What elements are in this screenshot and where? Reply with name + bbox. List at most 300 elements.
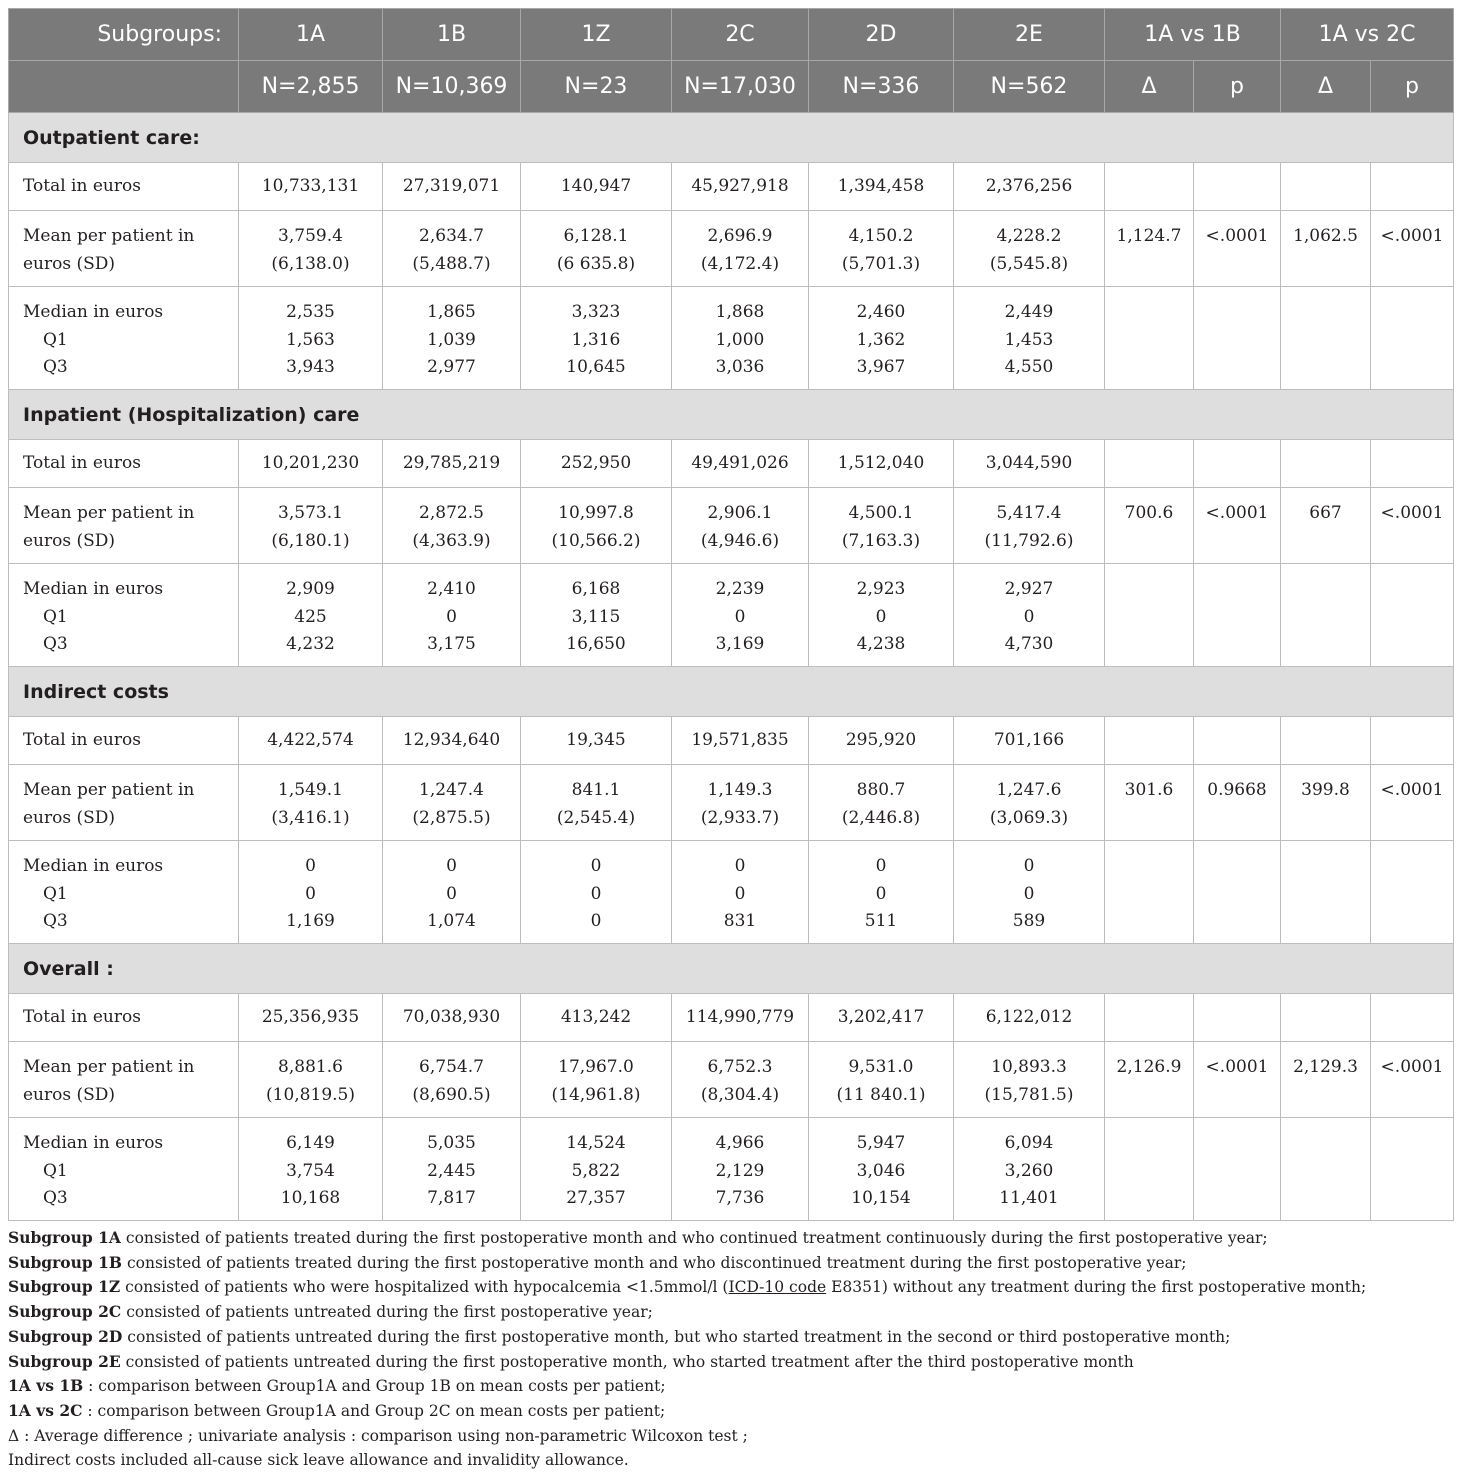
label-total-text: Total in euros	[23, 452, 141, 473]
p-value-cell	[1194, 211, 1281, 287]
median-value: 0	[734, 856, 746, 876]
delta-value: 2,129.3	[1293, 1057, 1358, 1077]
mean-value: 5,417.4	[996, 503, 1062, 523]
mean-value-cell	[521, 765, 672, 841]
table-row-mean	[9, 1042, 1454, 1118]
sd-value: (7,163.3)	[841, 530, 921, 551]
delta-value-cell	[1105, 765, 1194, 841]
p-value: <.0001	[1380, 226, 1444, 246]
q3-value: 10,168	[280, 1188, 341, 1208]
header-empty-cell	[9, 61, 239, 113]
empty-cell	[1371, 841, 1454, 944]
q1-value: 1,039	[427, 329, 476, 350]
label-mean-line2: euros (SD)	[23, 253, 116, 274]
total-value-cell	[672, 994, 809, 1042]
total-value: 413,242	[560, 1006, 632, 1027]
footnote-term: Subgroup 2E	[8, 1351, 121, 1371]
q1-value: 5,822	[571, 1160, 621, 1181]
q3-value: 27,357	[566, 1188, 626, 1208]
table-row-total	[9, 163, 1454, 211]
q1-value: 3,115	[571, 606, 621, 627]
sd-value: (8,690.5)	[412, 1084, 491, 1105]
median-value-cell	[672, 841, 809, 944]
mean-value: 17,967.0	[558, 1057, 634, 1077]
footnote-line	[8, 1251, 1453, 1276]
q1-value: 0	[1023, 883, 1035, 904]
total-value: 295,920	[845, 729, 917, 750]
delta-value: 301.6	[1124, 780, 1174, 800]
label-median: Median in euros	[23, 1133, 164, 1153]
q3-value: 7,817	[427, 1188, 476, 1208]
q3-value: 3,169	[715, 634, 765, 654]
median-value-cell	[809, 287, 954, 390]
section-header-row	[9, 944, 1454, 994]
sd-value: (11,792.6)	[984, 530, 1074, 551]
delta-value-cell	[1105, 1042, 1194, 1118]
mean-value-cell	[954, 765, 1105, 841]
mean-value-cell	[521, 488, 672, 564]
mean-value: 841.1	[571, 780, 621, 800]
mean-value-cell	[239, 1042, 383, 1118]
mean-value: 8,881.6	[278, 1057, 343, 1077]
sd-value: (6,180.1)	[271, 530, 350, 551]
q1-value: 0	[875, 606, 887, 627]
total-value-cell	[672, 717, 809, 765]
median-value-cell	[954, 287, 1105, 390]
q3-value: 0	[590, 911, 602, 931]
median-value-cell	[383, 287, 521, 390]
mean-value: 3,573.1	[278, 503, 343, 523]
q3-value: 10,645	[566, 357, 626, 377]
mean-value-cell	[809, 765, 954, 841]
footnote-term: Subgroup 1B	[8, 1252, 123, 1272]
median-value: 6,149	[286, 1133, 335, 1153]
empty-cell	[1194, 440, 1281, 488]
p-header-1b: p	[1194, 61, 1281, 113]
label-total-text: Total in euros	[23, 1006, 141, 1027]
total-value: 29,785,219	[402, 452, 501, 473]
median-value-cell	[954, 841, 1105, 944]
section-header-row	[9, 667, 1454, 717]
footnote-line	[8, 1350, 1453, 1375]
median-value-cell	[383, 841, 521, 944]
footnotes	[8, 1226, 1453, 1473]
total-value: 4,422,574	[267, 729, 354, 750]
mean-value-cell	[383, 211, 521, 287]
empty-cell	[1371, 440, 1454, 488]
mean-value: 880.7	[856, 780, 906, 800]
q1-value: 2,445	[427, 1160, 476, 1181]
label-mean-line2: euros (SD)	[23, 807, 116, 828]
comparison-1a-vs-1b: 1A vs 1B	[1105, 9, 1281, 61]
mean-value-cell	[954, 211, 1105, 287]
empty-cell	[1281, 994, 1371, 1042]
mean-value-cell	[521, 1042, 672, 1118]
empty-cell	[1281, 841, 1371, 944]
q1-value: 0	[305, 883, 316, 904]
table-row-total	[9, 717, 1454, 765]
q3-value: 4,238	[856, 634, 906, 654]
mean-value: 2,696.9	[707, 226, 773, 246]
mean-value: 2,906.1	[707, 503, 773, 523]
total-value-cell	[954, 163, 1105, 211]
median-value-cell	[954, 564, 1105, 667]
total-value: 19,345	[566, 729, 626, 750]
median-value-cell	[239, 564, 383, 667]
p-value-cell	[1371, 211, 1454, 287]
table-row-mean	[9, 488, 1454, 564]
median-value-cell	[809, 564, 954, 667]
empty-cell	[1371, 564, 1454, 667]
delta-value: 1,124.7	[1116, 226, 1182, 246]
mean-value: 4,500.1	[848, 503, 914, 523]
footnote-text: consisted of patients untreated during the first postoperative month, but who started treatment in the second or third postoperative month;	[122, 1327, 1231, 1346]
median-value: 2,460	[856, 302, 906, 322]
q3-value: 3,967	[856, 357, 906, 377]
total-value: 6,122,012	[985, 1006, 1073, 1027]
empty-cell	[1194, 1118, 1281, 1221]
median-value: 2,923	[856, 579, 906, 599]
total-value-cell	[239, 994, 383, 1042]
q3-value: 3,175	[427, 634, 476, 654]
mean-value-cell	[239, 488, 383, 564]
section-title: Inpatient (Hospitalization) care	[9, 390, 1454, 440]
footnote-term: Subgroup 2C	[8, 1302, 122, 1322]
empty-cell	[1281, 1118, 1371, 1221]
delta-value: 2,126.9	[1116, 1057, 1182, 1077]
empty-cell	[1105, 564, 1194, 667]
footnote-text: consisted of patients untreated during the first postoperative month, who started treatment after the third postoperative month	[120, 1352, 1134, 1371]
delta-value-cell	[1105, 211, 1194, 287]
section-header-row	[9, 113, 1454, 163]
footnote-text: consisted of patients treated during the first postoperative month and who continued treatment continuously during the first postoperative year;	[120, 1229, 1268, 1247]
label-mean-line2: euros (SD)	[23, 1084, 116, 1105]
sd-value: (2,875.5)	[412, 807, 491, 828]
mean-value-cell	[672, 211, 809, 287]
total-value-cell	[521, 163, 672, 211]
comparison-1a-vs-2c: 1A vs 2C	[1281, 9, 1454, 61]
total-value: 2,376,256	[985, 175, 1073, 196]
delta-header-2c: Δ	[1281, 61, 1371, 113]
mean-value: 6,752.3	[707, 1057, 773, 1077]
mean-value-cell	[809, 488, 954, 564]
empty-cell	[1281, 717, 1371, 765]
delta-value-cell	[1281, 488, 1371, 564]
q1-value: 1,563	[286, 329, 335, 350]
total-value: 3,202,417	[837, 1006, 925, 1027]
mean-value: 2,634.7	[419, 226, 484, 246]
total-value-cell	[809, 717, 954, 765]
empty-cell	[1194, 163, 1281, 211]
row-label-total	[9, 717, 239, 765]
median-value: 2,449	[1004, 302, 1054, 322]
mean-value: 1,247.6	[996, 780, 1062, 800]
q1-value: 3,754	[286, 1160, 335, 1181]
total-value: 252,950	[560, 452, 632, 473]
median-value: 3,323	[571, 302, 621, 322]
empty-cell	[1371, 1118, 1454, 1221]
total-value: 140,947	[560, 175, 632, 196]
q3-value: 3,036	[715, 357, 765, 377]
sd-value: (6 635.8)	[556, 253, 636, 274]
empty-cell	[1105, 717, 1194, 765]
sd-value: (4,946.6)	[700, 530, 780, 551]
delta-header-1b: Δ	[1105, 61, 1194, 113]
mean-value-cell	[672, 765, 809, 841]
group-name-2e: 2E	[954, 9, 1105, 61]
section-title: Outpatient care:	[9, 113, 1454, 163]
q3-value: 4,550	[1004, 357, 1054, 377]
footnote-text: consisted of patients untreated during the first postoperative year;	[121, 1303, 653, 1322]
table-row-mean	[9, 765, 1454, 841]
header-row-groups	[9, 9, 1454, 61]
sd-value: (5,701.3)	[841, 253, 921, 274]
mean-value-cell	[239, 211, 383, 287]
q1-value: 425	[294, 606, 327, 627]
empty-cell	[1281, 163, 1371, 211]
footnote-line	[8, 1300, 1453, 1325]
empty-cell	[1371, 163, 1454, 211]
median-value: 1,865	[427, 302, 476, 322]
median-value: 6,094	[1004, 1133, 1054, 1153]
cost-table	[8, 8, 1454, 1221]
mean-value: 1,247.4	[419, 780, 484, 800]
footnote-line	[8, 1226, 1453, 1251]
sd-value: (2,933.7)	[700, 807, 780, 828]
group-name-1b: 1B	[383, 9, 521, 61]
q1-value: 0	[875, 883, 887, 904]
total-value-cell	[521, 994, 672, 1042]
sd-value: (3,069.3)	[989, 807, 1069, 828]
icd-code-link[interactable]: ICD-10 code	[728, 1278, 827, 1297]
q1-value: 1,000	[715, 329, 765, 350]
q3-value: 831	[723, 911, 757, 931]
median-value-cell	[521, 1118, 672, 1221]
median-value: 0	[1023, 856, 1035, 876]
subgroups-label: Subgroups:	[9, 9, 239, 61]
label-mean-line1: Mean per patient in	[23, 503, 195, 523]
footnote-text: Indirect costs included all-cause sick leave allowance and invalidity allowance.	[8, 1451, 629, 1470]
label-mean-line1: Mean per patient in	[23, 226, 195, 246]
total-value-cell	[383, 994, 521, 1042]
group-n-2d: N=336	[809, 61, 954, 113]
table-container	[8, 8, 1453, 1221]
group-n-1a: N=2,855	[239, 61, 383, 113]
table-row-total	[9, 994, 1454, 1042]
total-value-cell	[954, 994, 1105, 1042]
footnote-text: : comparison between Group1A and Group 1B on mean costs per patient;	[83, 1377, 666, 1396]
q1-value: 1,453	[1004, 329, 1054, 350]
mean-value-cell	[809, 211, 954, 287]
row-label-median	[9, 1118, 239, 1221]
delta-value: 667	[1309, 503, 1342, 523]
q1-value: 0	[734, 606, 746, 627]
sd-value: (2,545.4)	[556, 807, 636, 828]
empty-cell	[1371, 994, 1454, 1042]
median-value-cell	[383, 564, 521, 667]
table-header	[9, 9, 1454, 113]
delta-value-cell	[1281, 1042, 1371, 1118]
footnote-line	[8, 1275, 1453, 1300]
mean-value: 3,759.4	[278, 226, 343, 246]
mean-value-cell	[809, 1042, 954, 1118]
median-value-cell	[809, 841, 954, 944]
median-value: 5,947	[856, 1133, 906, 1153]
empty-cell	[1371, 287, 1454, 390]
empty-cell	[1371, 717, 1454, 765]
section-title: Overall :	[9, 944, 1454, 994]
median-value-cell	[239, 841, 383, 944]
sd-value: (14,961.8)	[551, 1084, 641, 1105]
total-value: 19,571,835	[691, 729, 789, 750]
median-value: 0	[446, 856, 457, 876]
total-value: 49,491,026	[691, 452, 789, 473]
empty-cell	[1105, 163, 1194, 211]
sd-value: (10,566.2)	[551, 530, 641, 551]
footnote-line	[8, 1325, 1453, 1350]
footnote-term: Subgroup 1A	[8, 1228, 121, 1247]
mean-value: 6,754.7	[419, 1057, 484, 1077]
mean-value: 1,549.1	[278, 780, 343, 800]
label-q1: Q1	[43, 606, 68, 627]
row-label-total	[9, 994, 239, 1042]
p-value: <.0001	[1380, 1057, 1444, 1077]
q1-value: 0	[446, 606, 457, 627]
median-value-cell	[672, 287, 809, 390]
delta-value: 399.8	[1301, 780, 1350, 800]
total-value-cell	[383, 163, 521, 211]
p-value-cell	[1194, 1042, 1281, 1118]
footnote-term: Subgroup 1Z	[8, 1277, 121, 1297]
table-row-median	[9, 564, 1454, 667]
q3-value: 3,943	[286, 357, 335, 377]
median-value: 0	[305, 856, 316, 876]
q3-value: 1,169	[286, 911, 335, 931]
group-name-2c: 2C	[672, 9, 809, 61]
label-q1: Q1	[43, 883, 68, 904]
empty-cell	[1194, 841, 1281, 944]
p-value: <.0001	[1380, 780, 1444, 800]
mean-value-cell	[383, 488, 521, 564]
median-value-cell	[521, 564, 672, 667]
footnote-text: consisted of patients treated during the first postoperative month and who discontinued treatment during the first postoperative year;	[122, 1253, 1187, 1272]
sd-value: (5,488.7)	[412, 253, 491, 274]
delta-value-cell	[1281, 211, 1371, 287]
sd-value: (4,172.4)	[700, 253, 780, 274]
total-value: 701,166	[993, 729, 1065, 750]
p-value: <.0001	[1205, 226, 1269, 246]
p-value: <.0001	[1205, 1057, 1269, 1077]
empty-cell	[1105, 841, 1194, 944]
median-value-cell	[521, 287, 672, 390]
mean-value-cell	[521, 211, 672, 287]
sd-value: (2,446.8)	[841, 807, 921, 828]
row-label-total	[9, 440, 239, 488]
q3-value: 2,977	[427, 357, 476, 377]
median-value-cell	[239, 1118, 383, 1221]
sd-value: (3,416.1)	[271, 807, 350, 828]
row-label-median	[9, 841, 239, 944]
table-row-median	[9, 287, 1454, 390]
total-value-cell	[383, 440, 521, 488]
total-value-cell	[809, 994, 954, 1042]
label-q3: Q3	[43, 1188, 68, 1208]
total-value: 10,733,131	[261, 175, 360, 196]
label-q3: Q3	[43, 357, 68, 377]
mean-value: 9,531.0	[848, 1057, 914, 1077]
table-row-median	[9, 1118, 1454, 1221]
mean-value: 2,872.5	[419, 503, 484, 523]
row-label-mean	[9, 211, 239, 287]
total-value-cell	[521, 440, 672, 488]
empty-cell	[1281, 440, 1371, 488]
empty-cell	[1194, 564, 1281, 667]
empty-cell	[1194, 717, 1281, 765]
empty-cell	[1194, 287, 1281, 390]
footnote-line	[8, 1448, 1453, 1473]
empty-cell	[1105, 287, 1194, 390]
total-value: 27,319,071	[402, 175, 501, 196]
empty-cell	[1281, 564, 1371, 667]
mean-value-cell	[239, 765, 383, 841]
delta-value: 700.6	[1124, 503, 1174, 523]
mean-value: 1,149.3	[707, 780, 773, 800]
footnote-line	[8, 1374, 1453, 1399]
total-value-cell	[239, 717, 383, 765]
row-label-mean	[9, 1042, 239, 1118]
label-median: Median in euros	[23, 579, 164, 599]
total-value-cell	[672, 163, 809, 211]
sd-value: (8,304.4)	[700, 1084, 780, 1105]
median-value: 2,535	[286, 302, 335, 322]
median-value: 6,168	[571, 579, 621, 599]
total-value-cell	[239, 163, 383, 211]
table-row-median	[9, 841, 1454, 944]
group-name-2d: 2D	[809, 9, 954, 61]
q1-value: 0	[590, 883, 602, 904]
q3-value: 1,074	[427, 911, 476, 931]
median-value: 5,035	[427, 1133, 476, 1153]
empty-cell	[1105, 1118, 1194, 1221]
total-value: 45,927,918	[691, 175, 789, 196]
empty-cell	[1105, 440, 1194, 488]
group-n-2e: N=562	[954, 61, 1105, 113]
p-value-cell	[1371, 488, 1454, 564]
delta-value: 1,062.5	[1293, 226, 1358, 246]
median-value: 0	[875, 856, 887, 876]
median-value: 0	[590, 856, 602, 876]
q3-value: 11,401	[999, 1188, 1059, 1208]
median-value: 4,966	[715, 1133, 765, 1153]
q1-value: 1,362	[856, 329, 906, 350]
q3-value: 4,232	[286, 634, 335, 654]
section-header-row	[9, 390, 1454, 440]
q1-value: 3,046	[856, 1160, 906, 1181]
median-value: 14,524	[566, 1133, 626, 1153]
total-value: 25,356,935	[261, 1006, 360, 1027]
row-label-mean	[9, 488, 239, 564]
mean-value: 10,893.3	[991, 1057, 1067, 1077]
section-title: Indirect costs	[9, 667, 1454, 717]
mean-value: 6,128.1	[563, 226, 629, 246]
p-value-cell	[1371, 765, 1454, 841]
q3-value: 511	[864, 911, 898, 931]
group-n-1z: N=23	[521, 61, 672, 113]
footnote-text: consisted of patients who were hospitalized with hypocalcemia <1.5mmol/l (	[120, 1278, 729, 1297]
footnote-text: Δ : Average difference ; univariate analysis : comparison using non-parametric Wilcoxon test ;	[8, 1426, 748, 1445]
label-q3: Q3	[43, 634, 68, 654]
q3-value: 589	[1012, 911, 1046, 931]
